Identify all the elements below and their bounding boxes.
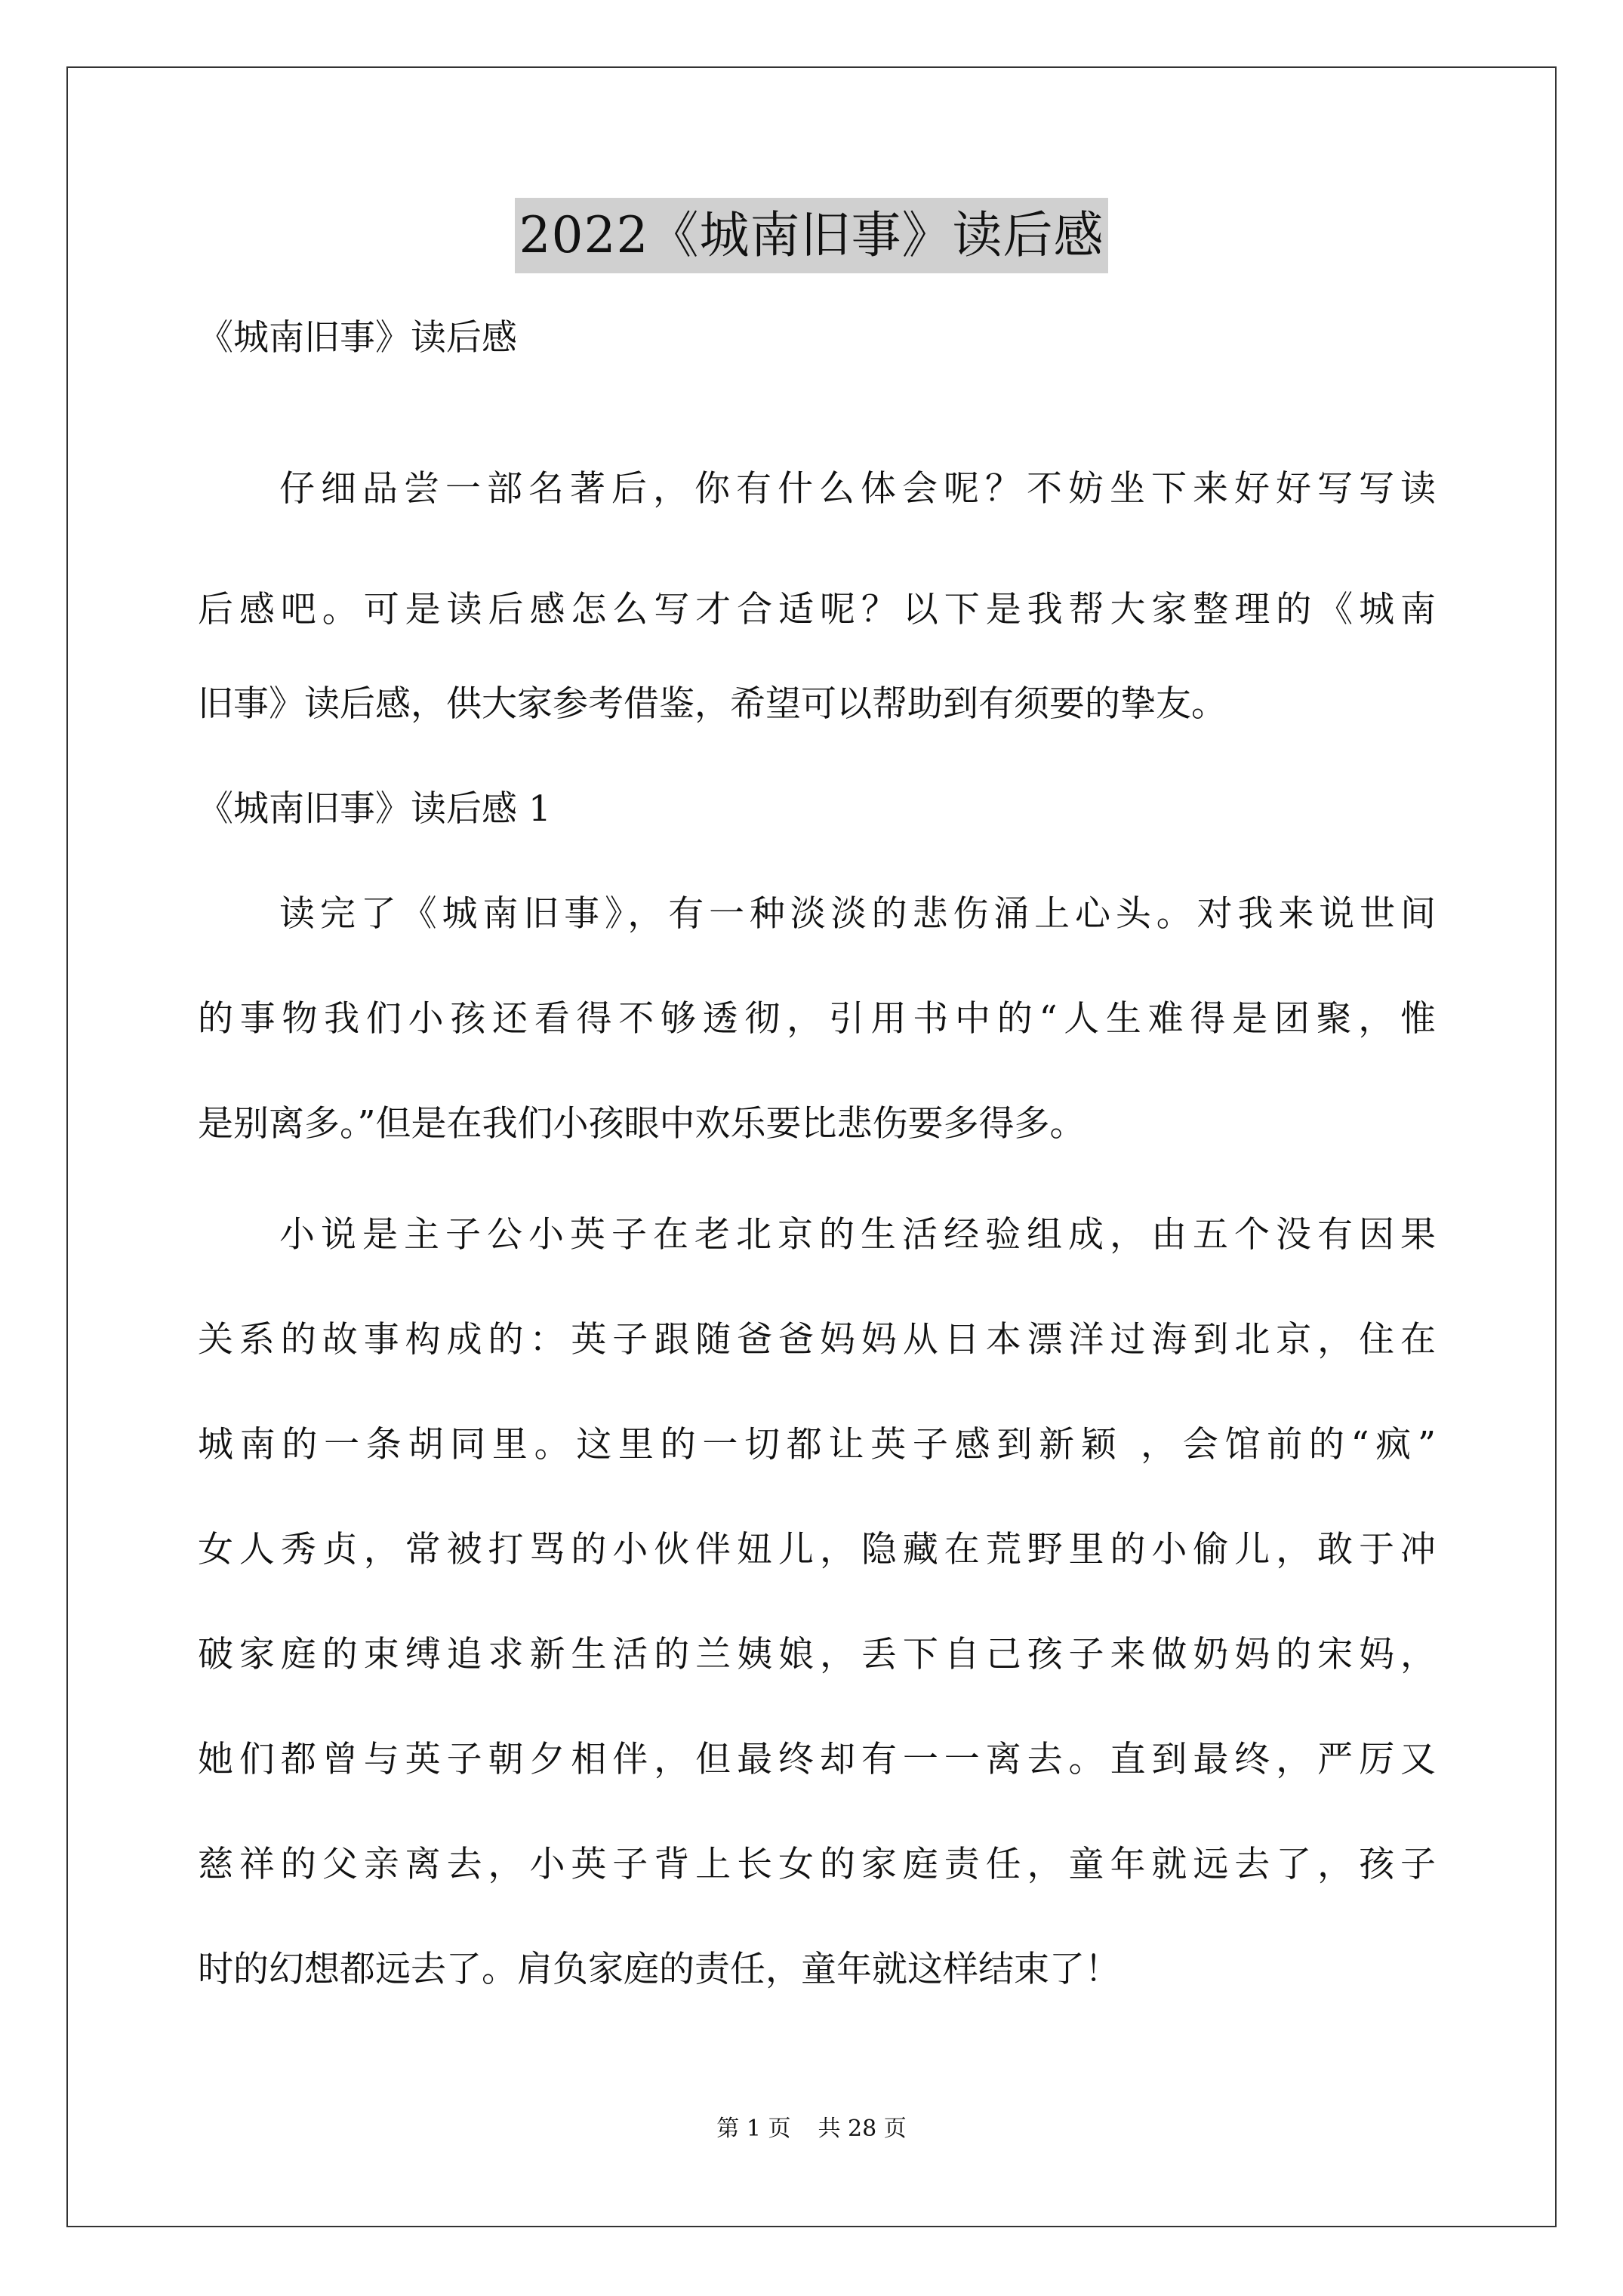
title-container: [0, 198, 1623, 273]
page-total: 共 28 页: [818, 2116, 907, 2142]
paragraph-line: 后感吧。可是读后感怎么写才合适呢？以下是我帮大家整理的《城南: [198, 589, 1436, 630]
paragraph-line: 时的幻想都远去了。肩负家庭的责任，童年就这样结束了！: [198, 1949, 1120, 1990]
paragraph-line: 旧事》读后感，供大家参考借鉴，希望可以帮助到有须要的挚友。: [198, 683, 1227, 725]
paragraph-line: 是别离多。”但是在我们小孩眼中欢乐要比悲伤要多得多。: [198, 1103, 1086, 1145]
paragraph-line: 破家庭的束缚追求新生活的兰姨娘，丢下自己孩子来做奶妈的宋妈，: [198, 1634, 1436, 1675]
paragraph-line: 的事物我们小孩还看得不够透彻，引用书中的“人生难得是团聚，惟: [198, 998, 1436, 1040]
section-heading: 《城南旧事》读后感 1: [198, 788, 551, 830]
paragraph-line: 慈祥的父亲离去，小英子背上长女的家庭责任，童年就远去了，孩子: [198, 1844, 1436, 1885]
paragraph-line: 小说是主子公小英子在老北京的生活经验组成，由五个没有因果: [279, 1214, 1436, 1256]
paragraph-line: 读完了《城南旧事》，有一种淡淡的悲伤涌上心头。对我来说世间: [279, 893, 1436, 935]
page-number: 第 1 页: [716, 2116, 791, 2142]
section-heading: 《城南旧事》读后感: [198, 317, 517, 359]
document-title: 2022《城南旧事》读后感: [515, 198, 1109, 273]
paragraph-line: 城南的一条胡同里。这里的一切都让英子感到新颖 ，会馆前的“疯”: [198, 1424, 1436, 1465]
paragraph-line: 仔细品尝一部名著后，你有什么体会呢？不妨坐下来好好写写读: [279, 468, 1436, 510]
page-footer: [0, 2114, 1623, 2144]
paragraph-line: 女人秀贞，常被打骂的小伙伴妞儿，隐藏在荒野里的小偷儿，敢于冲: [198, 1529, 1436, 1570]
paragraph-line: 关系的故事构成的：英子跟随爸爸妈妈从日本漂洋过海到北京，住在: [198, 1319, 1436, 1361]
page-border: [66, 66, 1557, 2227]
paragraph-line: 她们都曾与英子朝夕相伴，但最终却有一一离去。直到最终，严厉又: [198, 1739, 1436, 1780]
